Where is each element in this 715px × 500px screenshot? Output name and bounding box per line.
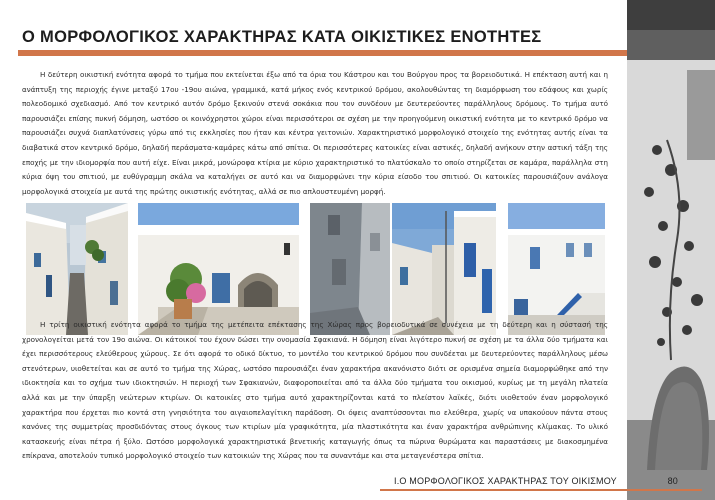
page-title: Ο ΜΟΡΦΟΛΟΓΙΚΟΣ ΧΑΡΑΚΤΗΡΑΣ ΚΑΤΑ ΟΙΚΙΣΤΙΚΕΣ ΕΝΟΤΗΤΕΣ xyxy=(22,28,542,46)
narrow-alley-photo xyxy=(26,203,128,335)
archway-passage-photo xyxy=(138,203,299,335)
whitewashed-stairs-photo xyxy=(508,203,605,335)
footer-underline xyxy=(380,489,702,491)
paragraph-third-unit: Η τρίτη οικιστική ενότητα αφορά το τμήμα της μετέπειτα επέκτασης της Χώρας προς βορειοδυτικά σε συνέχεια με τη δεύτερη και η σύστασή της χρονολογείται μετά τον 19ο αιώνα. Οι κάτοικοί του έχουν δώσει την ονομασία Σφακιανά. Η δόμηση είναι λιγότερο πυκνή σε σχέση με τα άλλα δύο τμήματα και έχει περισσότερους ελεύθερους χώρους. Σε ότι αφορά το οδικό δίκτυο, το μοντέλο του κεντρικού δρόμου που συνδέεται με δευτερεύοντες παράλληλους μέσω στενότερων, υιοθετείται και σε αυτό το τμήμα της Χώρας, ωστόσο παρουσιάζει έναν χαρακτήρα ακανόνιστο διότι σε ορισμένα σημεία διαμορφώθηκε από την ιδιοκτησία και το σχήμα των ιδιοκτησιών. Η περιοχή των Σφακιανών, διαφοροποιείται από τα άλλα δύο τμήματα του οικισμού, κυρίως με τη μεγάλη πλατεία αλλά και με την ύπαρξη νεώτερων κτιρίων. Οι κατοικίες στο τμήμα αυτό χαρακτηρίζονται κατά το πλείστον λαϊκές, διότι υιοθετούν έναν μορφολογικό χαρακτήρα που έρχεται πιο κοντά στη γνησιότητα του αιγαιοπελαγίτικη παράδοση. Οι όψεις αναπτύσσονται πιο ελεύθερα, χωρίς να υπακούουν πάντα στους κανόνες της συμμετρίας προσδιδόντας στους όγκους των κτιρίων μία γραφικότητα, μία πλαστικότητα και έναν χαρακτήρα ανθρώπινης κλίμακας. Το υλικό κατασκευής είναι πέτρα ή ξύλο. Ωστόσο μορφολογικά χαρακτηριστικά βενετικής καταγωγής όπως τα πώρινα θυρώματα και παραστάσεις με διακοσμημένα επίκρανα, αποτελούν τυπικό μορφολογικό στοιχείο των κατοικιών της Χώρας που τα συναντάμε και στα μεταγενέστερα σπίτια. xyxy=(22,320,608,461)
paragraph-second-unit: Η δεύτερη οικιστική ενότητα αφορά το τμήμα που εκτείνεται έξω από τα όρια του Κάστρου και του Βούργου προς τα βορειοδυτικά. Η επέκταση αυτή και η ανάπτυξη της περιοχής έγινε μεταξύ 17ου -19ου αιώνα, γραμμικά, κατά μήκος ενός κεντρικού δρόμου, ακολουθώντας τη διαμόρφωση του εδάφους και χωρίς πολεοδομικό σχεδιασμό. Από τον κεντρικό αυτόν δρόμο ξεκινούν στενά σοκάκια που τον συνδέουν με δευτερεύοντες παράλληλους δρόμους. Το τμήμα αυτό παρουσιάζει επίσης πυκνή δόμηση, ωστόσο οι κοινόχρηστοι χώροι είναι περισσότεροι σε σχέση με την προηγούμενη οικιστική ενότητα με το κεντρικό δρόμο να παρουσιάζει συχνά διαπλατύνσεις γύρω από τις εκκλησίες που ήταν και κέντρα γειτονιών. Χαρακτηριστικό μορφολογικό στοιχείο της ενότητας αυτής είναι τα διαβατικά στον κεντρικό δρόμο, δηλαδή περάσματα-καμάρες κάτω από σπίτια. Οι περισσότερες κατοικίες είναι αστικές, δηλαδή ανήκουν στην αστική τάξη της εποχής με την ιδιομορφία που αυτή είχε. Είναι μικρά, μονώροφα κτίρια με κύριο χαρακτηριστικό το πλατύσκαλο το οποίο στηρίζεται σε καμάρα, παράλληλα στη κύρια όψη του σπιτιού, με ευθύγραμμη σκάλα να καταλήγει σε αυτό και να διαμορφώνει την κύρια είσοδο του σπιτιού. Οι κατοικίες παρουσιάζουν ανάλογα μορφολογικά στοιχεία με αυτά της πρώτης οικιστικής ενότητας, αλλά σε πιο απλουστευμένη μορφή. xyxy=(22,70,608,196)
title-underline xyxy=(18,50,630,56)
page-number: 80 xyxy=(667,476,678,486)
potted-plant-wall-photo xyxy=(627,0,715,500)
shadowed-lane-photo xyxy=(310,203,390,335)
blue-door-street-photo xyxy=(392,203,496,335)
footer-caption: Ι.Ο ΜΟΡΦΟΛΟΓΙΚΟΣ ΧΑΡΑΚΤΗΡΑΣ ΤΟΥ ΟΙΚΙΣΜΟΥ xyxy=(394,476,617,486)
footer xyxy=(380,476,702,488)
